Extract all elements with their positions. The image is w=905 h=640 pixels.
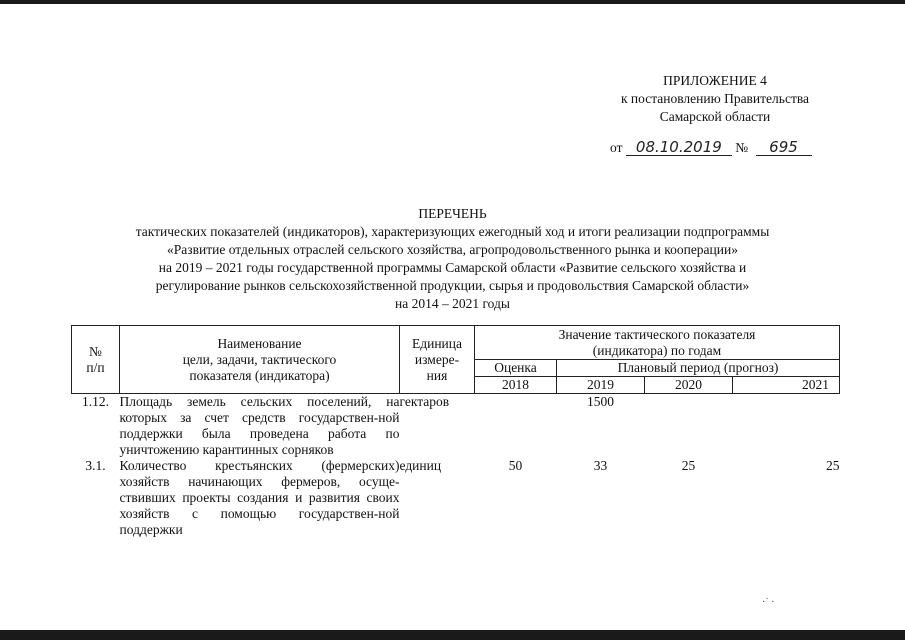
- row-number: 1.12.: [82, 394, 109, 409]
- table-row: [72, 394, 840, 459]
- header-unit-line2: измере-: [414, 351, 460, 367]
- heading-line: на 2014 – 2021 годы: [395, 296, 510, 311]
- decree-number-label: №: [735, 140, 749, 155]
- row-unit: единиц: [399, 458, 442, 473]
- decree-from-label: от: [610, 140, 623, 155]
- scan-specks: ·˙ ·: [762, 597, 775, 608]
- decree-line: [610, 140, 812, 156]
- header-values-line2: (индикатора) по годам: [592, 342, 722, 358]
- row-indicator-name: Площадь земель сельских поселений, на которых за счет средств государствен-ной поддержки была проведена работа по уничтожению карантинных сорняков: [119, 394, 400, 457]
- document-heading: [60, 205, 845, 313]
- appendix-block: [590, 72, 840, 126]
- row-value-2020: [645, 394, 733, 459]
- row-value-2021: 25: [826, 458, 840, 473]
- header-unit-line1: Единица: [411, 335, 462, 351]
- heading-line: на 2019 – 2021 годы государственной программы Самарской области «Развитие сельского хозяйства и: [158, 260, 747, 275]
- row-value-2020: 25: [681, 458, 696, 473]
- appendix-line3: Самарской области: [659, 109, 771, 124]
- heading-title: ПЕРЕЧЕНЬ: [418, 206, 487, 221]
- header-plan-period: Плановый период (прогноз): [557, 360, 840, 377]
- header-name-line3: показателя (индикатора): [189, 367, 330, 383]
- row-value-2018: 50: [508, 458, 523, 473]
- indicators-table: [71, 325, 840, 540]
- header-year: 2020: [645, 377, 733, 394]
- heading-line: регулирование рынков сельскохозяйственной продукции, сырья и продовольствия Самарской области»: [155, 278, 750, 293]
- row-value-2018: [475, 394, 557, 459]
- row-number: 3.1.: [85, 458, 106, 473]
- header-values: [475, 326, 840, 360]
- header-no-line2: п/п: [86, 359, 105, 375]
- header-year: 2018: [475, 377, 557, 394]
- header-no-line1: №: [89, 343, 102, 359]
- table-row: [72, 458, 840, 540]
- appendix-title: ПРИЛОЖЕНИЕ 4: [663, 73, 767, 88]
- header-unit: [400, 326, 475, 394]
- row-value-2019: 33: [593, 458, 608, 473]
- decree-date-handwritten: 08.10.2019: [626, 140, 732, 156]
- row-unit: гектаров: [399, 394, 450, 409]
- header-name-line2: цели, задачи, тактического: [182, 351, 337, 367]
- scan-edge-top: [0, 0, 905, 4]
- decree-number-handwritten: 695: [756, 140, 812, 156]
- header-no: [72, 326, 120, 394]
- header-estimate: Оценка: [475, 360, 557, 377]
- row-indicator-name: Количество крестьянских (фермерских) хозяйств начинающих фермеров, осуще-ствивших проекты создания и развития своих хозяйств с помощью государствен-ной поддержки: [119, 458, 400, 537]
- appendix-line2: к постановлению Правительства: [620, 91, 810, 106]
- header-unit-line3: ния: [426, 367, 448, 383]
- heading-line: тактических показателей (индикаторов), характеризующих ежегодный ход и итоги реализации подпрограммы: [135, 224, 770, 239]
- scan-edge-bottom: [0, 630, 905, 640]
- header-name: [120, 326, 400, 394]
- heading-line: «Развитие отдельных отраслей сельского хозяйства, агропродовольственного рынка и кооперации»: [167, 242, 738, 257]
- row-value-2019: 1500: [587, 394, 614, 409]
- row-value-2021: [733, 394, 840, 459]
- header-name-line1: Наименование: [217, 335, 302, 351]
- header-year: 2019: [557, 377, 645, 394]
- header-values-line1: Значение тактического показателя: [558, 326, 756, 342]
- header-year: 2021: [733, 377, 840, 394]
